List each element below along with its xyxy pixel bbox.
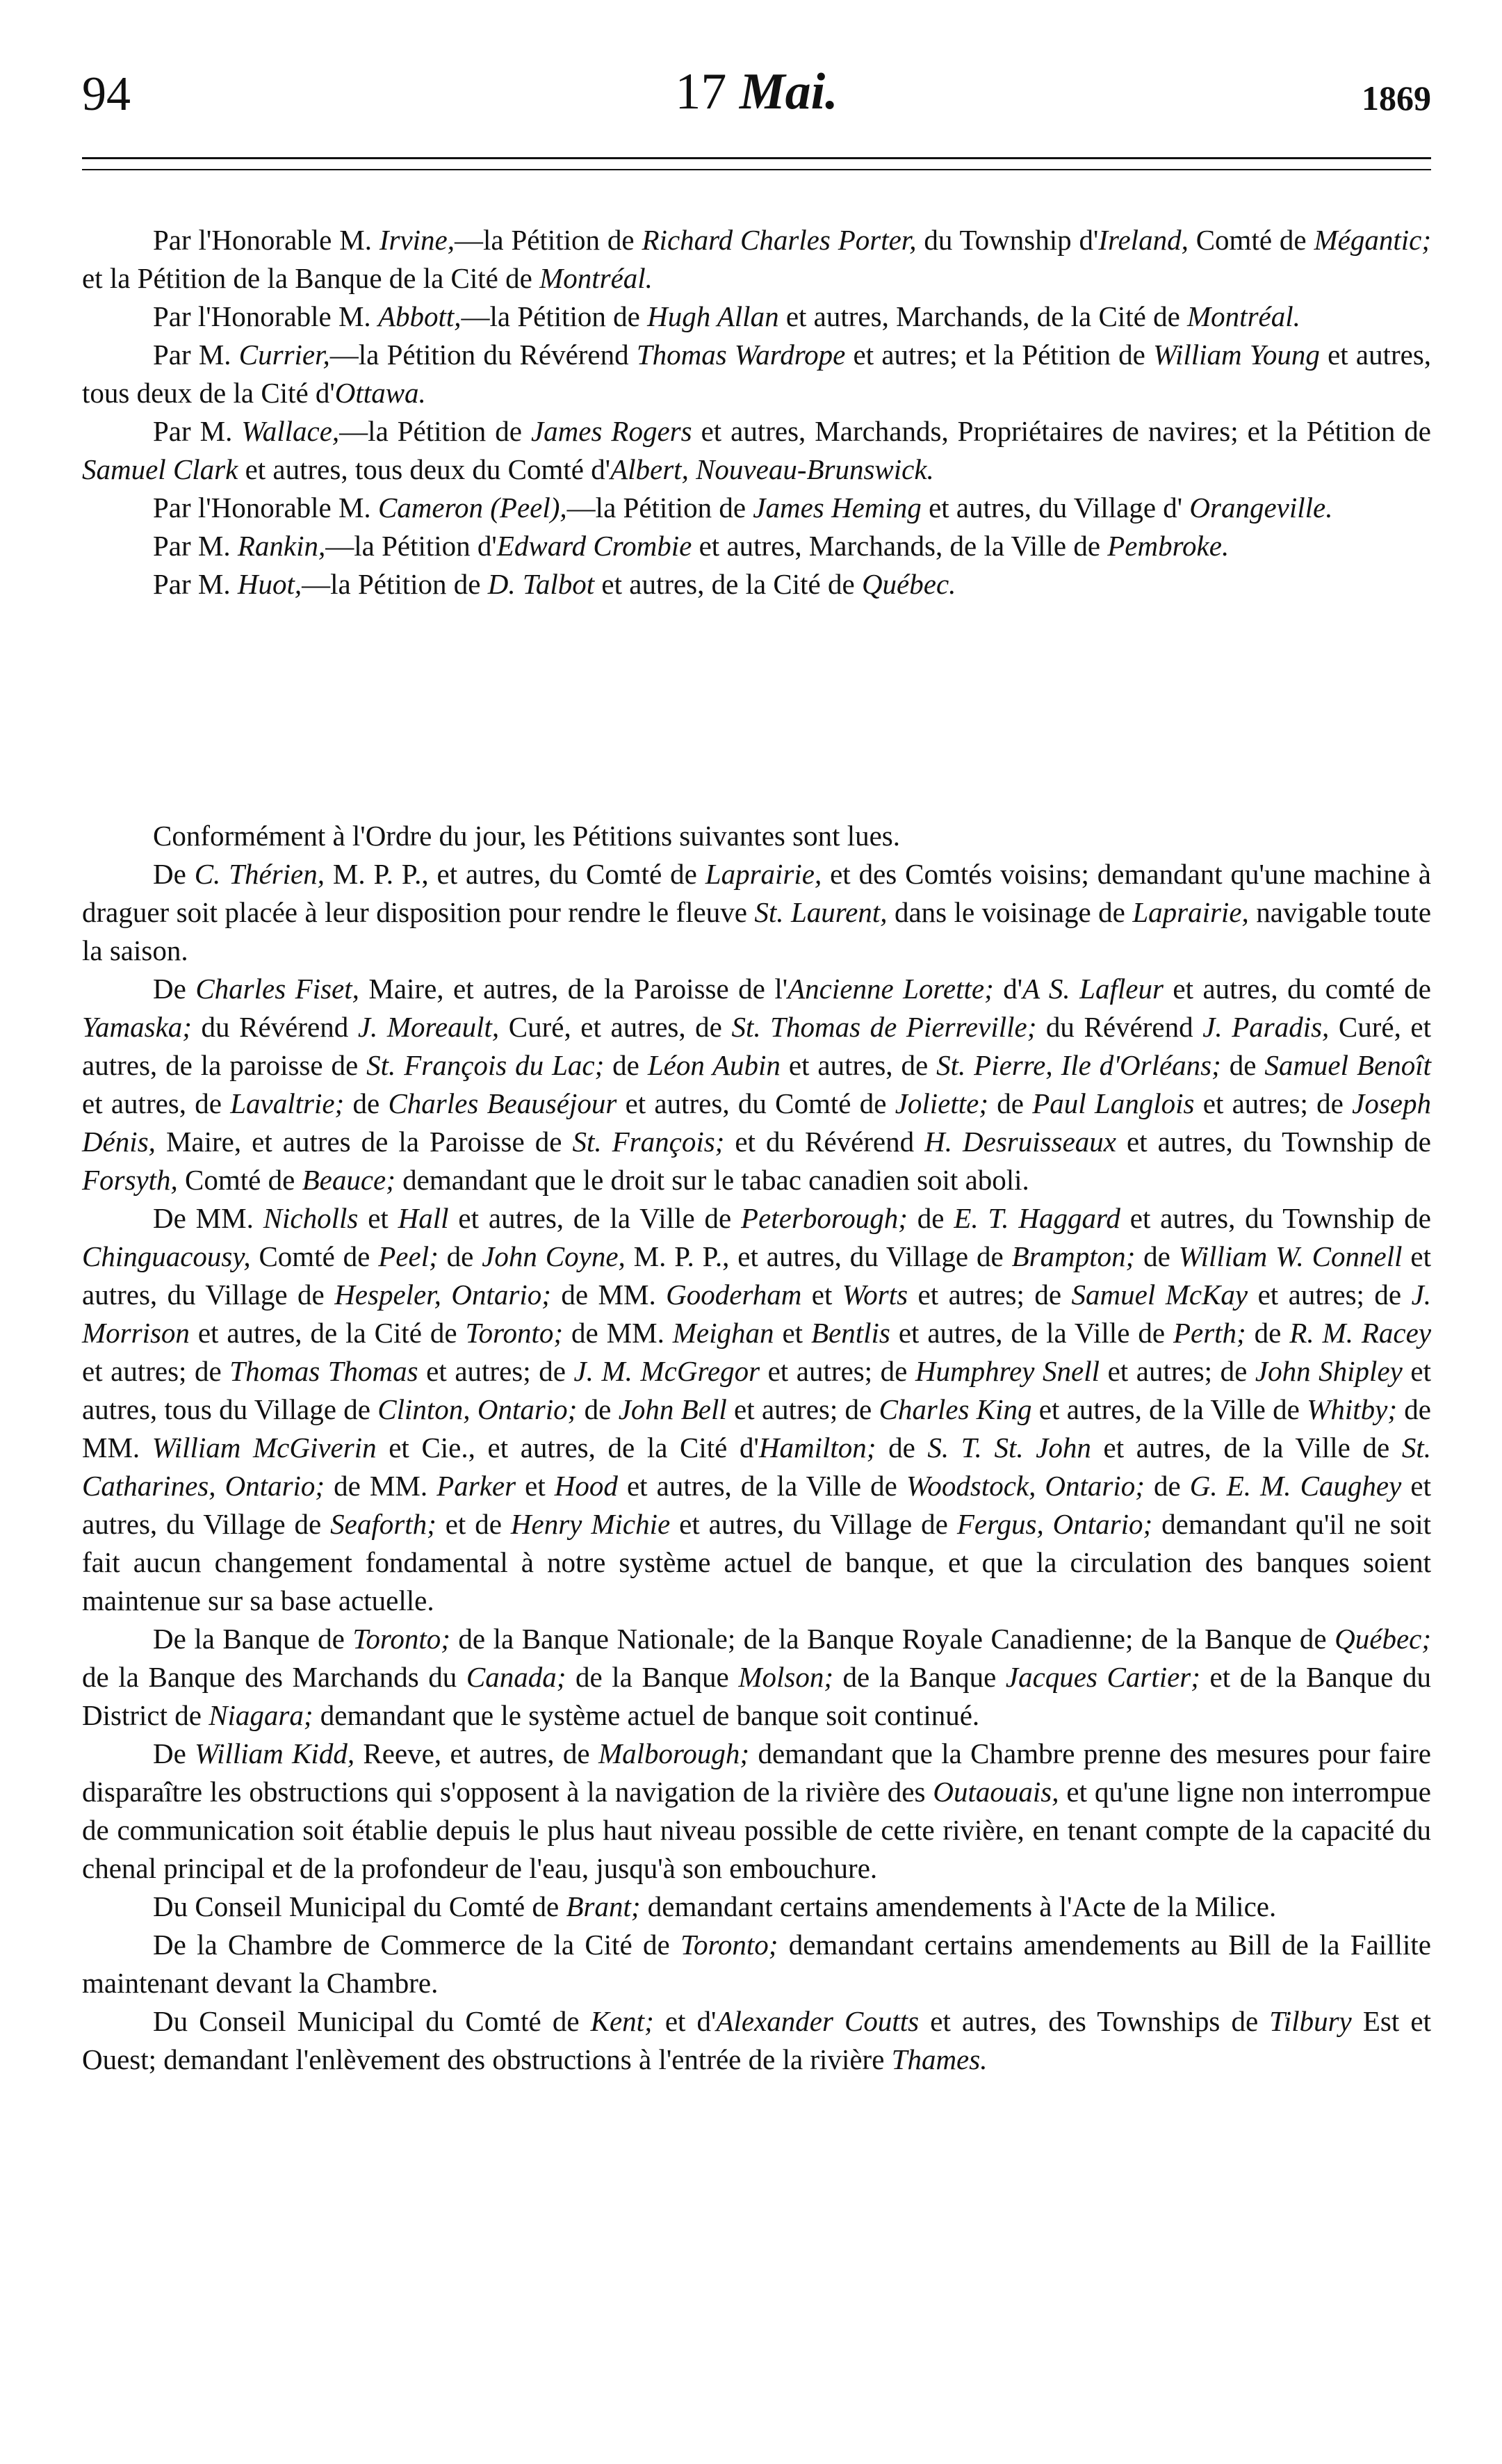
- text-run: de MM.: [550, 1279, 667, 1311]
- text-run: et autres; de: [1248, 1279, 1412, 1311]
- text-run: et autres; de: [1194, 1087, 1353, 1119]
- text-run: de: [438, 1240, 482, 1272]
- italic-text: Humphrey Snell: [915, 1355, 1100, 1387]
- italic-text: James Rogers: [530, 415, 692, 447]
- italic-text: Jacques Cartier;: [1005, 1661, 1200, 1693]
- text-run: et: [516, 1470, 555, 1502]
- italic-text: Ancienne Lorette;: [787, 973, 994, 1005]
- text-run: demandant qu'il ne soit fait aucun changement fondamental à notre système actuel de banque, et que la circulation des banques soient maintenue sur sa base actuelle.: [82, 1508, 1431, 1616]
- italic-text: Clinton, Ontario;: [377, 1393, 578, 1425]
- text-run: Du Conseil Municipal du Comté de: [153, 1890, 566, 1922]
- paragraph: [82, 336, 1431, 412]
- italic-text: Fergus, Ontario;: [956, 1508, 1153, 1540]
- italic-text: A S. Lafleur: [1022, 973, 1164, 1005]
- italic-text: Alexander Coutts: [716, 2005, 920, 2037]
- text-run: De: [153, 858, 195, 890]
- text-run: Curé, et autres, de la paroisse de: [82, 1011, 1432, 1081]
- text-run: et autres; de: [760, 1355, 915, 1387]
- petitions-read-section: [82, 817, 1431, 2079]
- text-run: et autres, du Village de: [82, 1470, 1432, 1540]
- italic-text: Pembroke.: [1107, 530, 1230, 562]
- italic-text: Toronto;: [465, 1317, 564, 1349]
- italic-text: G. E. M. Caughey: [1189, 1470, 1402, 1502]
- page-date: [82, 63, 1431, 122]
- text-run: et autres, de: [82, 1087, 231, 1119]
- text-run: et: [358, 1202, 398, 1234]
- text-run: —la Pétition de: [455, 224, 642, 256]
- text-run: Par l'Honorable M.: [153, 300, 378, 332]
- italic-text: William Kidd,: [195, 1737, 355, 1769]
- text-run: et autres, de la Ville de: [448, 1202, 742, 1234]
- italic-text: Whitby;: [1307, 1393, 1397, 1425]
- text-run: demandant que la Chambre prenne des mesures pour faire disparaître les obstructions qui s'opposent à la navigation de la rivière des: [82, 1737, 1431, 1808]
- text-run: de MM.: [563, 1317, 673, 1349]
- italic-text: Meighan: [672, 1317, 774, 1349]
- italic-text: Hamilton;: [758, 1432, 876, 1464]
- text-run: de la Banque: [566, 1661, 739, 1693]
- text-run: M. P. P., et autres, du Comté de: [325, 858, 705, 890]
- text-run: et autres, de la Ville de: [1091, 1432, 1402, 1464]
- paragraph: [82, 221, 1431, 298]
- text-run: et autres, du Village de: [82, 1240, 1431, 1311]
- text-run: et autres, du Township de: [1120, 1202, 1431, 1234]
- text-run: —la Pétition de: [566, 492, 753, 524]
- text-run: et autres, tous deux du Comté d': [238, 453, 611, 485]
- text-run: M. P. P., et autres, du Village de: [625, 1240, 1012, 1272]
- text-run: Comté de: [177, 1164, 302, 1196]
- italic-text: Huot,: [237, 568, 302, 600]
- text-run: et des Comtés voisins; demandant qu'une machine à draguer soit placée à leur disposition pour rendre le fleuve: [82, 858, 1431, 928]
- text-run: navigable toute la saison.: [82, 896, 1432, 966]
- italic-text: William W. Connell: [1178, 1240, 1403, 1272]
- text-run: de MM.: [325, 1470, 437, 1502]
- text-run: de la Banque: [833, 1661, 1006, 1693]
- italic-text: Currier,: [238, 339, 330, 371]
- italic-text: Niagara;: [209, 1699, 313, 1731]
- paragraph: [82, 1735, 1431, 1888]
- italic-text: John Bell: [618, 1393, 727, 1425]
- italic-text: Samuel Benoît: [1264, 1049, 1431, 1081]
- text-run: et autres, Marchands, de la Cité de: [778, 300, 1188, 332]
- italic-text: Charles King: [879, 1393, 1032, 1425]
- text-run: et qu'une ligne non interrompue de communication soit établie depuis le plus haut niveau possible de cette rivière, en tenant compte de la capacité du chenal principal et de la profondeur de l'eau, jusqu'à son embouchure.: [82, 1776, 1431, 1884]
- italic-text: Hood: [554, 1470, 618, 1502]
- italic-text: John Shipley: [1255, 1355, 1403, 1387]
- italic-text: C. Thérien,: [194, 858, 325, 890]
- italic-text: Brampton;: [1011, 1240, 1136, 1272]
- text-run: et: [801, 1279, 842, 1311]
- text-run: et autres; de: [1100, 1355, 1255, 1387]
- paragraph: [82, 1620, 1431, 1735]
- italic-text: Charles Fiset,: [195, 973, 359, 1005]
- page-date-month: Mai.: [739, 63, 838, 120]
- text-run: et du Révérend: [724, 1126, 925, 1158]
- page-header: [82, 61, 1431, 138]
- italic-text: Samuel Clark: [82, 453, 238, 485]
- text-run: du Révérend: [1036, 1011, 1203, 1043]
- italic-text: Brant;: [566, 1890, 641, 1922]
- text-run: de: [876, 1432, 928, 1464]
- text-run: —la Pétition d': [325, 530, 497, 562]
- text-run: De la Chambre de Commerce de la Cité de: [153, 1929, 680, 1961]
- italic-text: John Coyne,: [482, 1240, 626, 1272]
- italic-text: Québec;: [1334, 1623, 1431, 1655]
- text-run: De: [153, 973, 196, 1005]
- paragraph: [82, 817, 1431, 855]
- text-run: et de la Banque du District de: [82, 1661, 1432, 1731]
- text-run: Conformément à l'Ordre du jour, les Pétitions suivantes sont lues.: [153, 820, 901, 852]
- italic-text: Kent;: [590, 2005, 654, 2037]
- text-run: de: [604, 1049, 648, 1081]
- italic-text: D. Talbot: [487, 568, 595, 600]
- italic-text: Peel;: [378, 1240, 439, 1272]
- petitions-presented-section: [82, 221, 1431, 603]
- italic-text: Ireland,: [1098, 224, 1189, 256]
- text-run: et autres, de la Cité de: [189, 1317, 466, 1349]
- italic-text: Yamaska;: [82, 1011, 192, 1043]
- italic-text: Hugh Allan: [647, 300, 779, 332]
- text-run: et autres; et la Pétition de: [845, 339, 1154, 371]
- text-run: Reeve, et autres, de: [354, 1737, 598, 1769]
- italic-text: William McGiverin: [152, 1432, 377, 1464]
- paragraph: [82, 1926, 1431, 2002]
- italic-text: Perth;: [1173, 1317, 1246, 1349]
- text-run: et autres, du Comté de: [617, 1087, 895, 1119]
- text-run: Par M.: [153, 415, 242, 447]
- text-run: et Cie., et autres, de la Cité d': [376, 1432, 759, 1464]
- text-run: de la Banque Nationale; de la Banque Royale Canadienne; de la Banque de: [450, 1623, 1335, 1655]
- text-run: demandant que le système actuel de banque soit continué.: [313, 1699, 980, 1731]
- paragraph: [82, 855, 1431, 970]
- italic-text: Tilbury: [1269, 2005, 1352, 2037]
- italic-text: Irvine,: [379, 224, 455, 256]
- text-run: de: [988, 1087, 1033, 1119]
- paragraph: [82, 565, 1431, 603]
- text-run: de: [1144, 1470, 1190, 1502]
- italic-text: James Heming: [753, 492, 922, 524]
- italic-text: Bentlis: [811, 1317, 890, 1349]
- text-run: et autres; de: [726, 1393, 879, 1425]
- italic-text: H. Desruisseaux: [924, 1126, 1116, 1158]
- italic-text: St. Catharines, Ontario;: [82, 1432, 1431, 1502]
- italic-text: Hespeler, Ontario;: [334, 1279, 551, 1311]
- italic-text: Toronto;: [352, 1623, 450, 1655]
- text-run: d': [993, 973, 1023, 1005]
- text-run: et autres; de: [418, 1355, 574, 1387]
- text-run: de: [577, 1393, 619, 1425]
- italic-text: Joseph Dénis,: [82, 1087, 1431, 1158]
- italic-text: Abbott,: [377, 300, 462, 332]
- page-date-day: 17: [675, 63, 727, 120]
- text-run: De la Banque de: [153, 1623, 353, 1655]
- italic-text: Thames.: [891, 2043, 988, 2075]
- text-run: et la Pétition de la Banque de la Cité de: [82, 262, 540, 294]
- text-run: De MM.: [153, 1202, 263, 1234]
- italic-text: Canada;: [466, 1661, 566, 1693]
- italic-text: Joliette;: [895, 1087, 988, 1119]
- italic-text: Beauce;: [302, 1164, 395, 1196]
- text-run: et autres, de la Ville de: [890, 1317, 1173, 1349]
- text-run: et autres, Marchands, Propriétaires de navires; et la Pétition de: [692, 415, 1431, 447]
- text-run: et autres, de la Ville de: [1031, 1393, 1307, 1425]
- text-run: de MM.: [82, 1393, 1431, 1464]
- italic-text: Orangeville.: [1189, 492, 1333, 524]
- text-run: de: [344, 1087, 389, 1119]
- text-run: et autres, tous du Village de: [82, 1355, 1432, 1425]
- text-run: demandant certains amendements à l'Acte de la Milice.: [640, 1890, 1277, 1922]
- text-run: et autres, du Township de: [1116, 1126, 1431, 1158]
- italic-text: Forsyth,: [82, 1164, 178, 1196]
- italic-text: Worts: [842, 1279, 908, 1311]
- text-run: demandant certains amendements au Bill de la Faillite maintenant devant la Chambre.: [82, 1929, 1432, 1999]
- italic-text: Hall: [398, 1202, 449, 1234]
- text-run: et autres, de la Ville de: [617, 1470, 906, 1502]
- paragraph: [82, 970, 1431, 1199]
- italic-text: Nicholls: [263, 1202, 359, 1234]
- text-run: et autres, du Village d': [921, 492, 1190, 524]
- italic-text: Toronto;: [680, 1929, 778, 1961]
- paragraph: [82, 412, 1431, 489]
- italic-text: Paul Langlois: [1032, 1087, 1195, 1119]
- italic-text: Woodstock, Ontario;: [906, 1470, 1145, 1502]
- text-run: Maire, et autres de la Paroisse de: [155, 1126, 573, 1158]
- page-year: 1869: [1362, 79, 1431, 117]
- italic-text: St. Thomas de Pierreville;: [731, 1011, 1037, 1043]
- text-run: Comté de: [1188, 224, 1314, 256]
- italic-text: Edward Crombie: [496, 530, 692, 562]
- italic-text: S. T. St. John: [927, 1432, 1091, 1464]
- italic-text: St. Pierre, Ile d'Orléans;: [936, 1049, 1221, 1081]
- italic-text: St. François;: [572, 1126, 725, 1158]
- text-run: de la Banque des Marchands du: [82, 1661, 466, 1693]
- text-run: de: [907, 1202, 954, 1234]
- paragraph: [82, 527, 1431, 565]
- paragraph: [82, 298, 1431, 336]
- italic-text: Wallace,: [241, 415, 340, 447]
- text-run: Par M.: [153, 339, 239, 371]
- italic-text: St. François du Lac;: [366, 1049, 605, 1081]
- italic-text: J. Morrison: [82, 1279, 1432, 1349]
- text-run: Comté de: [250, 1240, 379, 1272]
- italic-text: Cameron (Peel),: [377, 492, 567, 524]
- text-run: et autres; de: [908, 1279, 1072, 1311]
- text-run: —la Pétition de: [461, 300, 648, 332]
- italic-text: Lavaltrie;: [230, 1087, 345, 1119]
- italic-text: Outaouais,: [933, 1776, 1059, 1808]
- italic-text: J. Moreault,: [357, 1011, 500, 1043]
- italic-text: R. M. Racey: [1289, 1317, 1432, 1349]
- italic-text: Malborough;: [598, 1737, 750, 1769]
- text-run: et autres, du Village de: [670, 1508, 957, 1540]
- italic-text: Parker: [436, 1470, 516, 1502]
- text-run: Est et Ouest; demandant l'enlèvement des obstructions à l'entrée de la rivière: [82, 2005, 1431, 2075]
- italic-text: Laprairie,: [705, 858, 822, 890]
- italic-text: Québec.: [861, 568, 956, 600]
- italic-text: Montréal.: [1187, 300, 1300, 332]
- page-number: 94: [82, 67, 131, 121]
- text-run: et autres, de: [780, 1049, 937, 1081]
- paragraph: [82, 1888, 1431, 1926]
- text-run: et autres, de la Cité de: [594, 568, 862, 600]
- text-run: et autres, tous deux de la Cité d': [82, 339, 1432, 409]
- italic-text: Seaforth;: [330, 1508, 436, 1540]
- italic-text: J. M. McGregor: [573, 1355, 760, 1387]
- text-run: du Township d': [916, 224, 1099, 256]
- text-run: De: [153, 1737, 195, 1769]
- text-run: —la Pétition de: [302, 568, 488, 600]
- italic-text: Henry Michie: [510, 1508, 671, 1540]
- italic-text: Albert, Nouveau-Brunswick.: [610, 453, 934, 485]
- text-run: Par M.: [153, 568, 238, 600]
- italic-text: Thomas Wardrope: [636, 339, 846, 371]
- text-run: Par M.: [153, 530, 238, 562]
- paragraph: [82, 489, 1431, 527]
- text-run: Maire, et autres, de la Paroisse de l': [359, 973, 788, 1005]
- text-run: et d': [653, 2005, 717, 2037]
- text-run: de: [1221, 1049, 1265, 1081]
- italic-text: Léon Aubin: [647, 1049, 781, 1081]
- italic-text: Molson;: [738, 1661, 833, 1693]
- italic-text: William Young: [1153, 339, 1320, 371]
- italic-text: Samuel McKay: [1071, 1279, 1248, 1311]
- italic-text: Laprairie,: [1132, 896, 1249, 928]
- text-run: dans le voisinage de: [887, 896, 1133, 928]
- italic-text: Richard Charles Porter,: [642, 224, 917, 256]
- text-run: de: [1246, 1317, 1290, 1349]
- header-rule-thin: [82, 169, 1431, 170]
- italic-text: Peterborough;: [741, 1202, 908, 1234]
- italic-text: J. Paradis,: [1202, 1011, 1330, 1043]
- text-run: —la Pétition du Révérend: [329, 339, 637, 371]
- italic-text: Ottawa.: [334, 377, 426, 409]
- text-run: du Révérend: [191, 1011, 358, 1043]
- italic-text: Mégantic;: [1314, 224, 1431, 256]
- text-run: Par l'Honorable M.: [153, 492, 378, 524]
- paragraph: [82, 2002, 1431, 2079]
- text-run: et autres, du comté de: [1163, 973, 1431, 1005]
- paragraph: [82, 1199, 1431, 1620]
- italic-text: Chinguacousy,: [82, 1240, 251, 1272]
- italic-text: Rankin,: [237, 530, 326, 562]
- text-run: Par l'Honorable M.: [153, 224, 379, 256]
- text-run: et de: [436, 1508, 511, 1540]
- italic-text: Gooderham: [666, 1279, 802, 1311]
- text-run: et: [774, 1317, 812, 1349]
- text-run: demandant que le droit sur le tabac canadien soit aboli.: [395, 1164, 1029, 1196]
- text-run: Du Conseil Municipal du Comté de: [153, 2005, 591, 2037]
- italic-text: Thomas Thomas: [229, 1355, 418, 1387]
- text-run: et autres; de: [82, 1355, 230, 1387]
- text-run: —la Pétition de: [339, 415, 531, 447]
- text-run: de: [1135, 1240, 1179, 1272]
- italic-text: Charles Beauséjour: [388, 1087, 617, 1119]
- header-rule-thick: [82, 157, 1431, 159]
- italic-text: Montréal.: [539, 262, 653, 294]
- text-run: et autres, Marchands, de la Ville de: [692, 530, 1108, 562]
- text-run: et autres, des Townships de: [919, 2005, 1270, 2037]
- text-run: Curé, et autres, de: [499, 1011, 732, 1043]
- italic-text: E. T. Haggard: [954, 1202, 1120, 1234]
- italic-text: St. Laurent,: [754, 896, 888, 928]
